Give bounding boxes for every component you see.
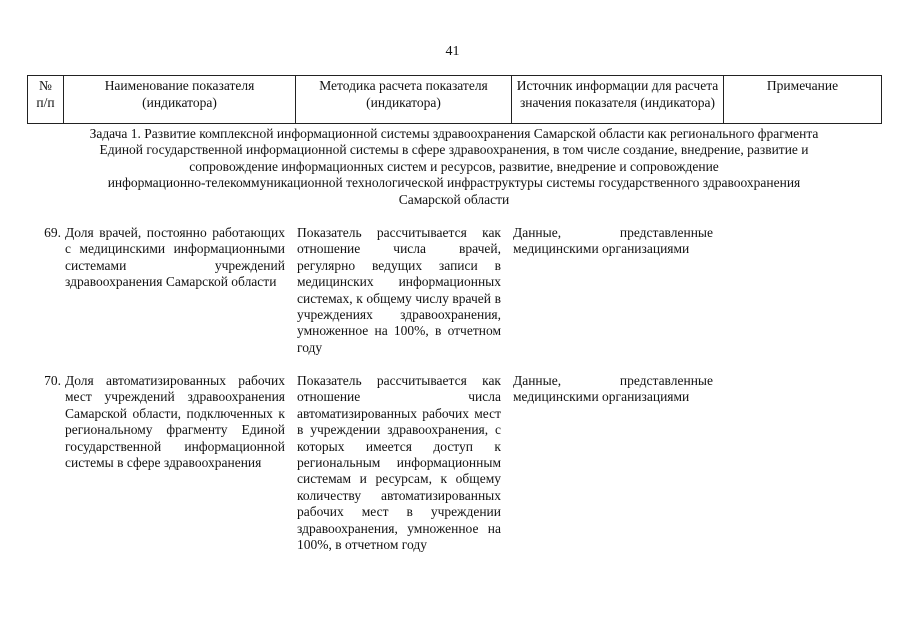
header-col-note: Примечание	[724, 76, 882, 124]
header-row	[28, 76, 882, 124]
header-col-name: Наименование показателя (индикатора)	[64, 76, 296, 124]
task-heading-line: сопровождение информационных систем и ресурсов, развитие, внедрение и сопровождение	[189, 158, 719, 174]
header-col-source: Источник информации для расчета значения показателя (индикатора)	[512, 76, 724, 124]
calculation-method: Показатель рассчитывается как отношение числа врачей, регулярно ведущих записи в медицинских информационных системах, к общему числу врачей в учреждениях здравоохранения, умноженное на 100%, в отчетном году	[297, 225, 501, 355]
task-heading-line: Самарской области	[398, 191, 510, 207]
indicator-name: Доля врачей, постоянно работающих с медицинскими информационными системами учреждений здравоохранения Самарской области	[65, 225, 285, 290]
header-col-number: № п/п	[28, 76, 64, 124]
row-number: 70.	[44, 373, 61, 388]
task-heading-line: информационно-телекоммуникационной технологической инфраструктуры системы государственного здравоохранения	[107, 175, 801, 191]
indicator-name: Доля автоматизированных рабочих мест учреждений здравоохранения Самарской области, подключенных к региональному фрагменту Единой государственной информационной системы в сфере здравоохранения	[65, 373, 285, 471]
information-source: Данные, представленные медицинскими организациями	[513, 225, 713, 257]
task-heading-line: Задача 1. Развитие комплексной информационной системы здравоохранения Самарской области как регионального фрагмента	[89, 126, 819, 141]
calculation-method: Показатель рассчитывается как отношение числа автоматизированных рабочих мест в учреждении здравоохранения, с которых имеется доступ к региональным информационным системам и ресурсам, к общему количеству автоматизированных рабочих мест в учреждении здравоохранения, умноженное на 100%, в отчетном году	[297, 373, 501, 553]
information-source: Данные, представленные медицинскими организациями	[513, 373, 713, 405]
header-col-method: Методика расчета показателя (индикатора)	[296, 76, 512, 124]
task-heading-line: Единой государственной информационной системы в сфере здравоохранения, в том числе создание, внедрение, развитие и	[99, 142, 809, 158]
task-heading	[27, 126, 881, 208]
row-number: 69.	[44, 225, 61, 240]
page-number: 41	[445, 44, 460, 59]
indicator-table-header	[27, 75, 882, 124]
